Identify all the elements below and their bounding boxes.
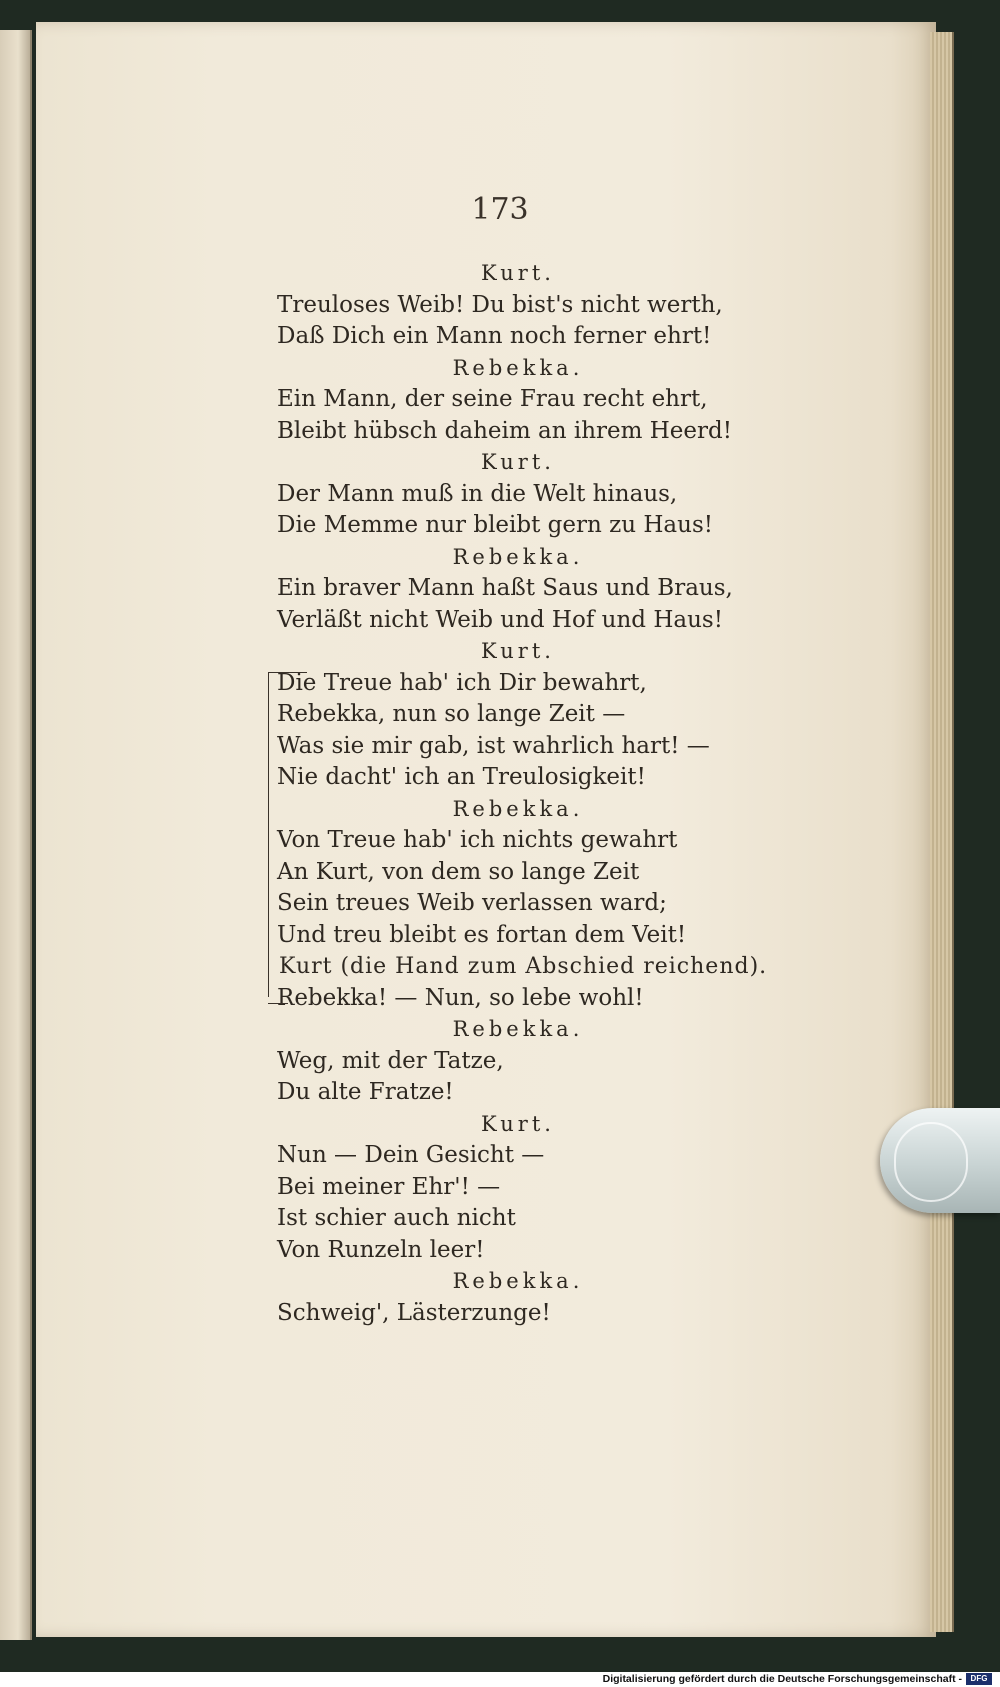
verse-line: Ein braver Mann haßt Saus und Braus, xyxy=(277,575,733,601)
page-number: 173 xyxy=(471,192,529,227)
page-clip xyxy=(880,1108,1000,1213)
speaker-name: Rebekka. xyxy=(452,1017,584,1041)
speaker-name: Rebekka. xyxy=(452,796,584,821)
facing-page-edge xyxy=(0,30,32,1640)
verse-line: Der Mann muß in die Welt hinaus, xyxy=(277,480,678,507)
verse-line: Treuloses Weib! Du bist's nicht werth, xyxy=(277,291,723,318)
speaker-direction: Kurt (die Hand zum Abschied reichend). xyxy=(279,954,768,979)
verse-line: Verläßt nicht Weib und Hof und Haus! xyxy=(277,606,723,633)
verse-line: Die Treue hab' ich Dir bewahrt, xyxy=(277,669,647,696)
duet-bracket-end xyxy=(268,1003,288,1004)
verse-line: Bleibt hübsch daheim an ihrem Heerd! xyxy=(277,417,732,444)
duet-bracket xyxy=(268,672,283,997)
speaker-name: Rebekka. xyxy=(452,355,584,380)
speaker-name: Kurt. xyxy=(481,261,555,285)
verse-line: Und treu bleibt es fortan dem Veit! xyxy=(277,921,687,948)
verse-line: Daß Dich ein Mann noch ferner ehrt! xyxy=(277,323,712,349)
verse-line: Rebekka! — Nun, so lebe wohl! xyxy=(277,984,644,1011)
dfg-logo: DFG xyxy=(966,1673,992,1685)
verse-line: Bei meiner Ehr'! — xyxy=(277,1173,501,1200)
verse-line: Ist schier auch nicht xyxy=(277,1205,516,1231)
digitization-credit: Digitalisierung gefördert durch die Deutsche Forschungsgemeinschaft - xyxy=(602,1673,962,1685)
verse-line: Die Memme nur bleibt gern zu Haus! xyxy=(277,512,714,538)
speaker-name: Kurt. xyxy=(481,1111,555,1136)
verse-line: Rebekka, nun so lange Zeit — xyxy=(277,701,626,727)
verse-line: Was sie mir gab, ist wahrlich hart! — xyxy=(277,732,710,759)
verse-line: Weg, mit der Tatze, xyxy=(277,1047,504,1074)
verse-line: An Kurt, von dem so lange Zeit xyxy=(277,858,640,885)
page-stack-edge xyxy=(930,32,954,1632)
verse-line: Ein Mann, der seine Frau recht ehrt, xyxy=(277,386,708,412)
speaker-name: Rebekka. xyxy=(452,1269,584,1293)
speaker-name: Kurt. xyxy=(481,639,555,663)
verse-line: Nun — Dein Gesicht — xyxy=(277,1142,545,1168)
verse-line: Sein treues Weib verlassen ward; xyxy=(277,890,667,916)
verse-line: Von Runzeln leer! xyxy=(277,1236,485,1263)
verse-line: Von Treue hab' ich nichts gewahrt xyxy=(277,827,678,853)
speaker-name: Rebekka. xyxy=(452,544,584,569)
speaker-name: Kurt. xyxy=(481,450,555,474)
verse-line: Nie dacht' ich an Treulosigkeit! xyxy=(277,764,646,790)
verse-line: Schweig', Lästerzunge! xyxy=(277,1299,551,1326)
verse-line: Du alte Fratze! xyxy=(277,1079,454,1105)
dialogue-text xyxy=(277,258,768,1329)
